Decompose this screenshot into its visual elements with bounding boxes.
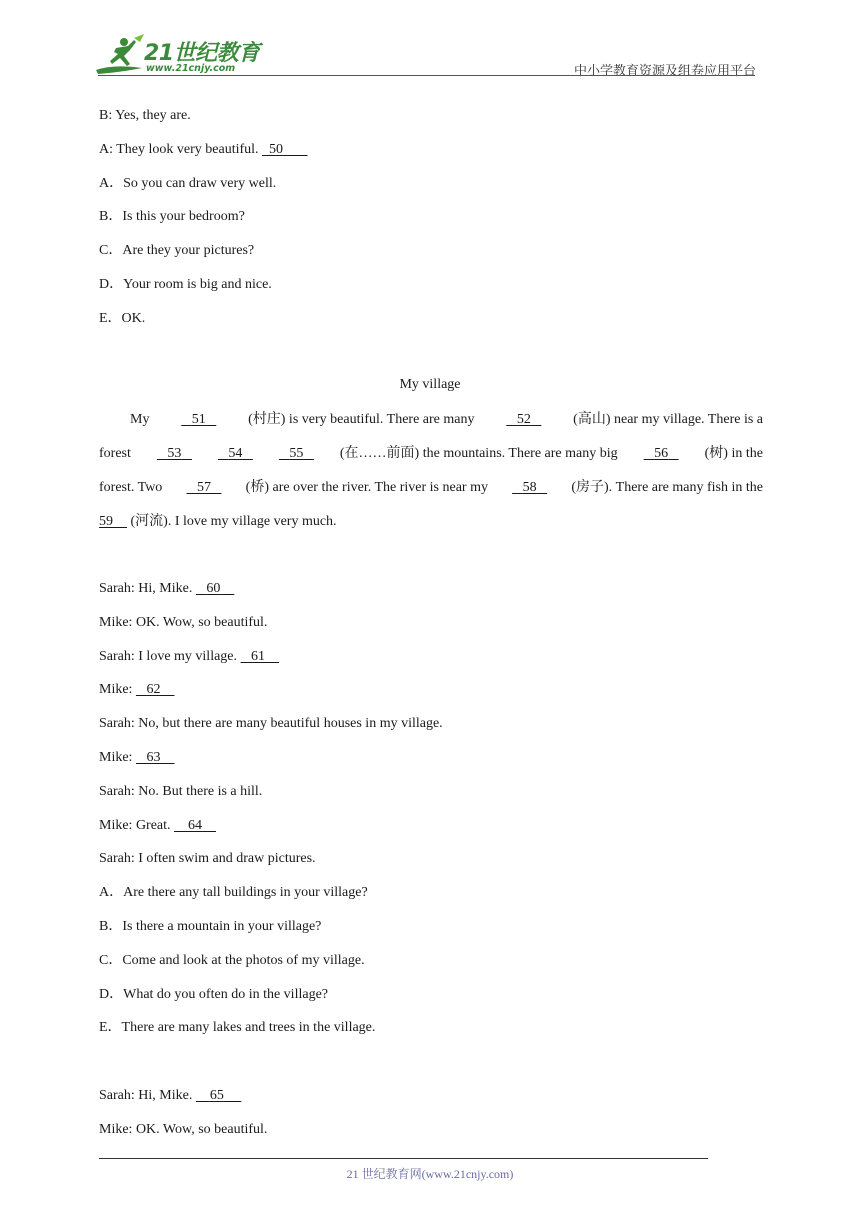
passage-line: 59 (河流). I love my village very much. <box>99 514 337 529</box>
dialogue-line: Mike: 63 <box>99 749 174 767</box>
dialogue-line: Sarah: No, but there are many beautiful houses in my village. <box>99 716 443 731</box>
page-header <box>0 0 860 80</box>
option-item: E．OK. <box>99 311 146 326</box>
passage-line: My 51 (村庄) is very beautiful. There are many 52 (高山) near my village. There is a <box>130 412 763 427</box>
option-item: D．Your room is big and nice. <box>99 277 272 292</box>
runner-icon <box>94 34 150 78</box>
footer-divider <box>99 1158 708 1159</box>
answer-blank-51[interactable]: 51 <box>191 412 206 427</box>
passage-line: forest. Two 57 (桥) are over the river. The river is near my 58 (房子). There are many fish in the <box>99 480 763 495</box>
dialogue-line: Mike: Great. 64 <box>99 817 216 835</box>
dialogue-line: Sarah: Hi, Mike. 60 <box>99 580 234 598</box>
dialogue-line: Mike: OK. Wow, so beautiful. <box>99 1122 268 1137</box>
answer-blank-53[interactable]: 53 <box>167 446 182 461</box>
option-item: C．Come and look at the photos of my village. <box>99 953 365 968</box>
answer-blank-65[interactable]: 65 <box>209 1088 224 1103</box>
option-item: D．What do you often do in the village? <box>99 987 328 1002</box>
answer-blank-62[interactable]: 62 <box>146 682 161 697</box>
answer-blank-52[interactable]: 52 <box>516 412 531 427</box>
passage-title: My village <box>399 377 461 392</box>
option-item: E．There are many lakes and trees in the village. <box>99 1020 376 1035</box>
answer-blank-58[interactable]: 58 <box>522 480 537 495</box>
answer-blank-63[interactable]: 63 <box>146 750 161 765</box>
dialogue-line: Mike: OK. Wow, so beautiful. <box>99 615 268 630</box>
footer-text[interactable]: 21 世纪教育网(www.21cnjy.com) <box>346 1167 514 1181</box>
answer-blank-50[interactable]: 50 <box>269 142 284 157</box>
answer-blank-60[interactable]: 60 <box>206 581 221 596</box>
dialogue-line: Sarah: I love my village. 61 <box>99 648 279 666</box>
header-tagline: 中小学教育资源及组卷应用平台 <box>573 63 756 78</box>
dialogue-line: Mike: 62 <box>99 681 174 699</box>
option-item: C．Are they your pictures? <box>99 243 255 258</box>
logo-url: www.21cnjy.com <box>146 63 236 74</box>
site-logo[interactable] <box>94 34 264 78</box>
answer-blank-54[interactable]: 54 <box>228 446 243 461</box>
answer-blank-64[interactable]: 64 <box>188 818 203 833</box>
dialogue-line: Sarah: Hi, Mike. 65 <box>99 1087 241 1105</box>
option-item: A．So you can draw very well. <box>99 176 277 191</box>
header-divider <box>98 75 755 76</box>
dialogue-line: B: Yes, they are. <box>99 108 191 123</box>
option-item: B．Is this your bedroom? <box>99 209 245 224</box>
passage-line: forest 53 54 55 (在……前面) the mountains. There are many big 56 (树) in the <box>99 446 763 461</box>
answer-blank-56[interactable]: 56 <box>654 446 669 461</box>
option-item: A．Are there any tall buildings in your village? <box>99 885 368 900</box>
dialogue-line <box>99 141 308 159</box>
answer-blank-57[interactable]: 57 <box>196 480 211 495</box>
option-item: B．Is there a mountain in your village? <box>99 919 322 934</box>
answer-blank-61[interactable]: 61 <box>251 649 266 664</box>
dialogue-line: Sarah: No. But there is a hill. <box>99 784 263 799</box>
logo-text: 21世纪教育 <box>144 41 260 66</box>
dialogue-line: Sarah: I often swim and draw pictures. <box>99 851 316 866</box>
answer-blank-55[interactable]: 55 <box>289 446 304 461</box>
dialogue-text: A: They look very beautiful. <box>99 142 259 157</box>
answer-blank-59[interactable]: 59 <box>99 514 113 529</box>
